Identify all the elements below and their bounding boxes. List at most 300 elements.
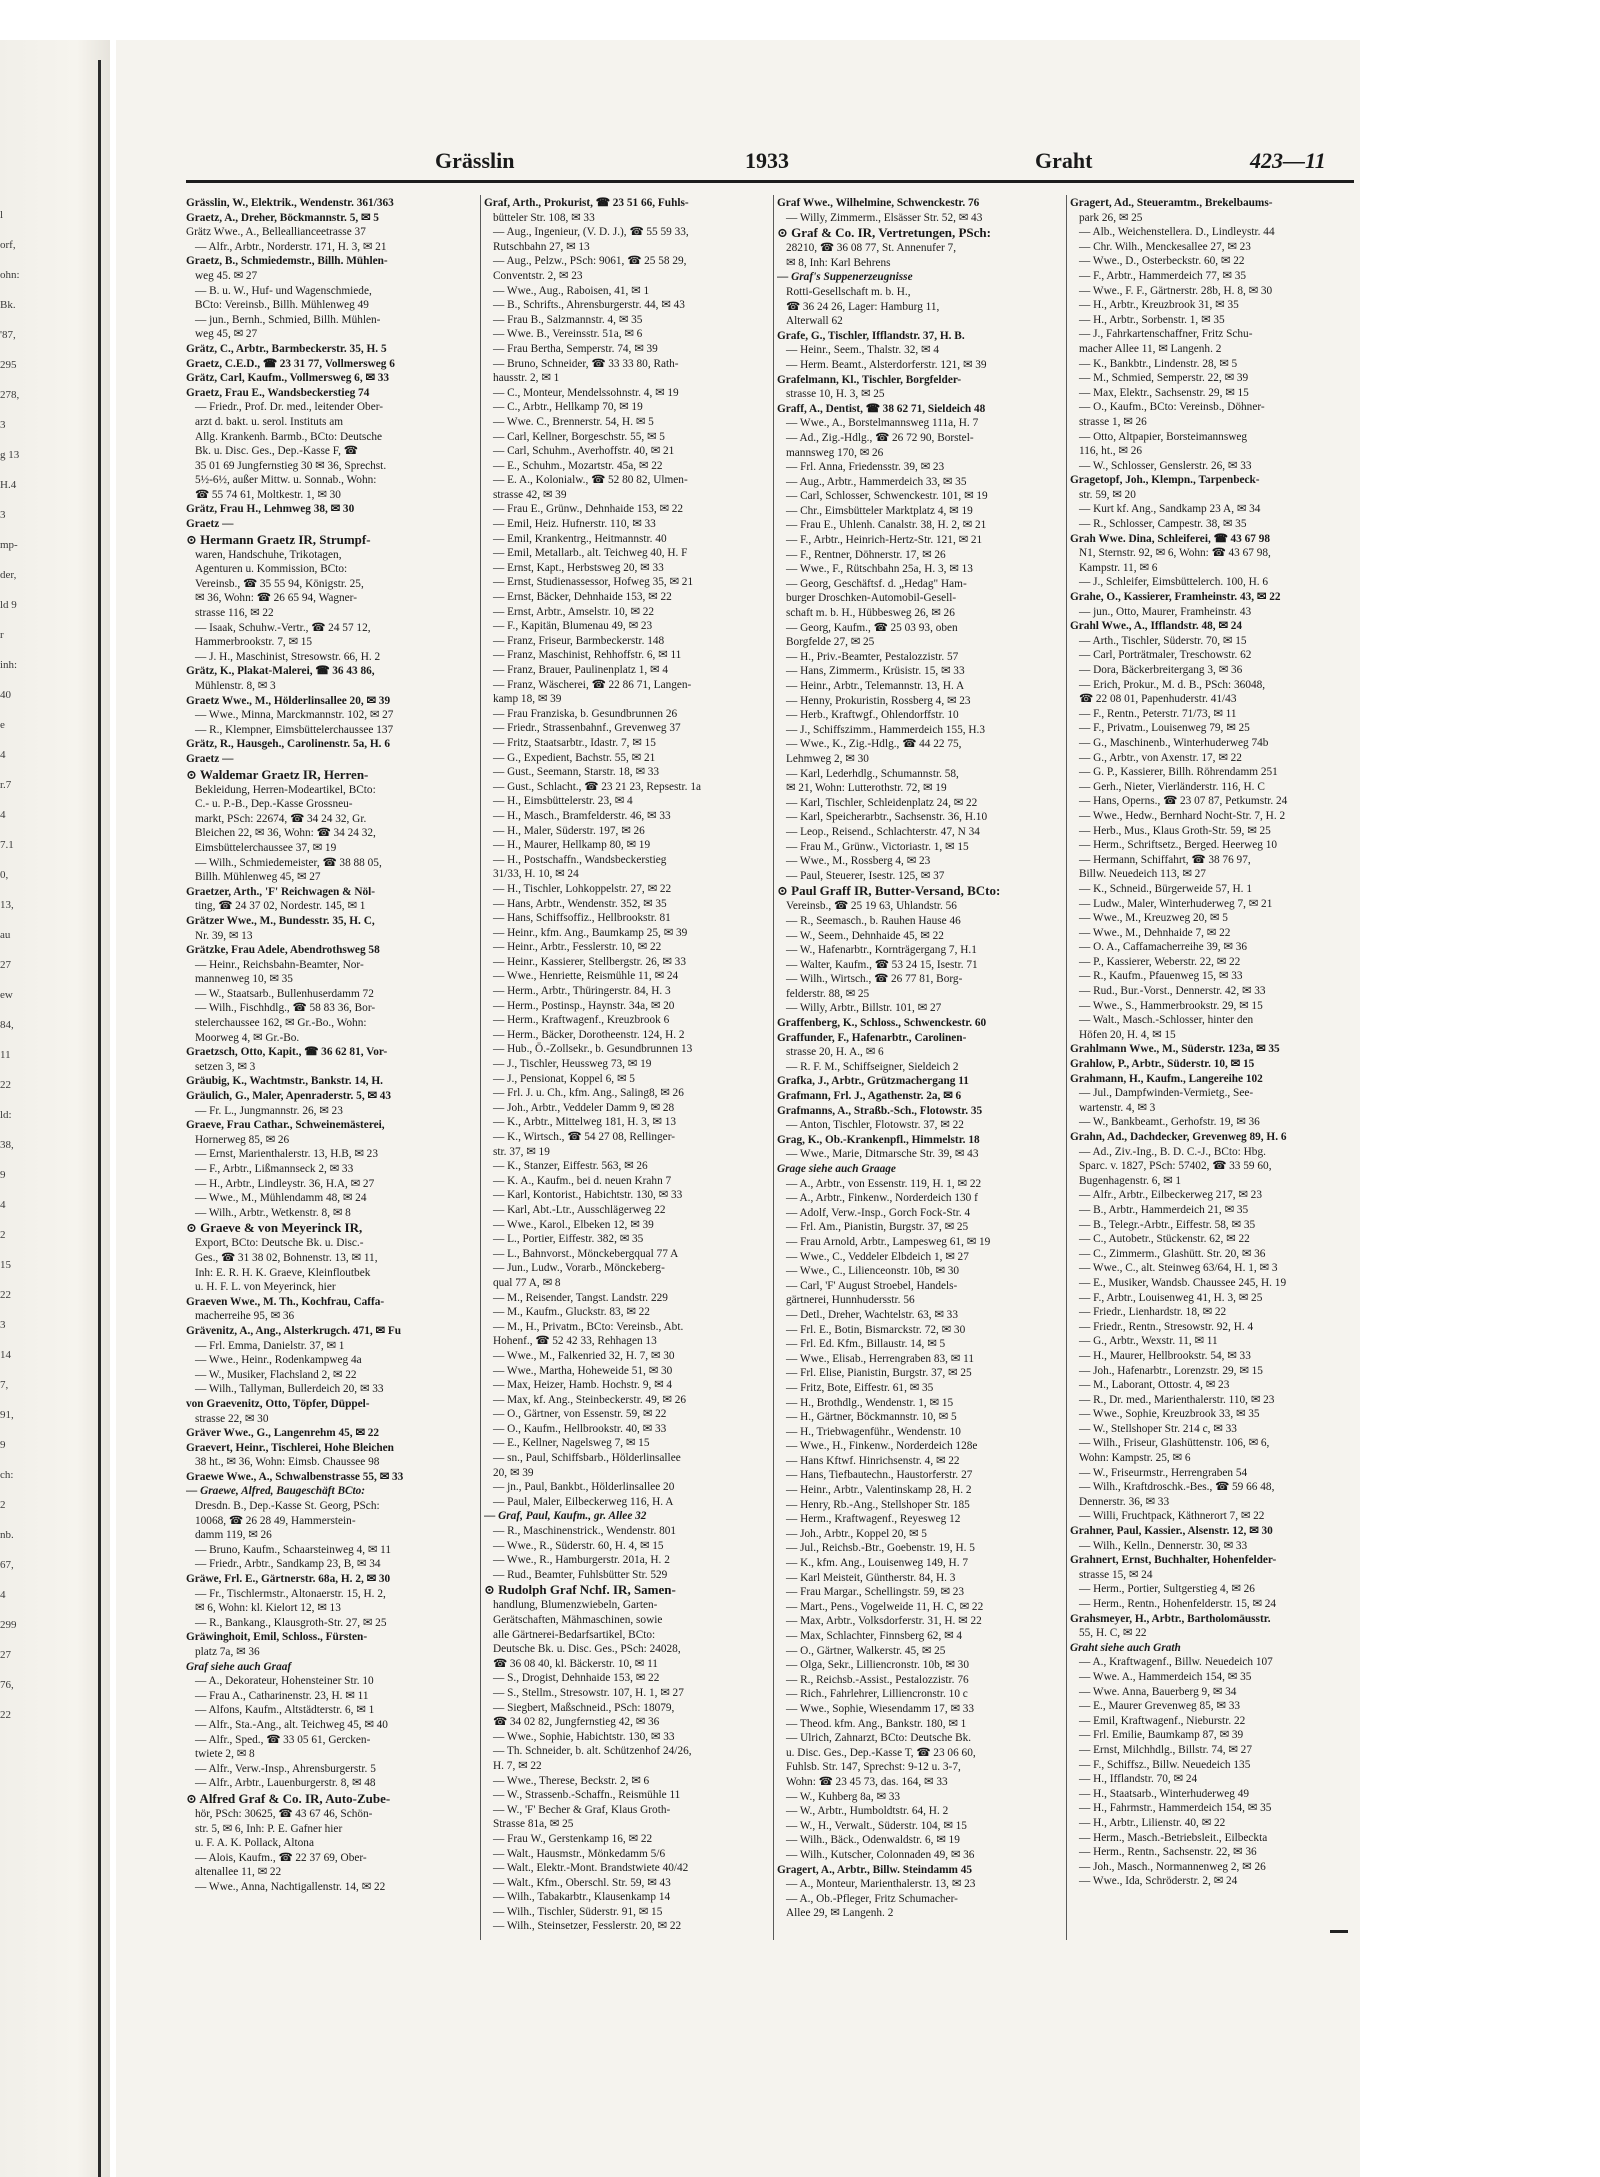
- directory-entry: Grätz, C., Arbtr., Barmbeckerstr. 35, H. 5: [186, 342, 387, 355]
- spine-fragment: 22: [0, 1709, 11, 1721]
- directory-entry: Billh. Mühlenweg 45, ✉ 27: [195, 871, 321, 884]
- directory-entry: — Ernst, Kapt., Herbstsweg 20, ✉ 33: [493, 561, 664, 574]
- directory-entry: — Hans Kftwf. Hinrichsenstr. 4, ✉ 22: [786, 1454, 960, 1467]
- directory-entry: — Frau Margar., Schellingstr. 59, ✉ 23: [786, 1586, 965, 1599]
- directory-entry: Graetz, Frau E., Wandsbeckerstieg 74: [186, 386, 370, 399]
- directory-entry: — H., Postschaffn., Wandsbeckerstieg: [493, 853, 667, 866]
- directory-entry: — Wilh., Steinsetzer, Fesslerstr. 20, ✉ 22: [493, 1920, 682, 1933]
- directory-entry: Borgfelde 27, ✉ 25: [786, 636, 875, 649]
- directory-entry: von Graevenitz, Otto, Töpfer, Düppel-: [186, 1397, 370, 1410]
- directory-entry: — Hub., Ö.-Zollsekr., b. Gesundbrunnen 13: [493, 1043, 693, 1056]
- directory-entry: Eimsbüttelerchaussee 37, ✉ 19: [195, 841, 337, 854]
- directory-entry: — Wwe., Karol., Elbeken 12, ✉ 39: [493, 1218, 654, 1231]
- directory-entry: — Karl, Abt.-Ltr., Ausschlägerweg 22: [493, 1203, 666, 1216]
- directory-entry: Grätz Wwe., A., Belleallianceetrasse 37: [186, 226, 366, 239]
- spine-fragment: 13,: [0, 899, 14, 911]
- directory-entry: — H., Fahrmstr., Hammerdeich 154, ✉ 35: [1079, 1802, 1272, 1815]
- spine-fragment: 4: [0, 1199, 6, 1211]
- directory-entry: — Frau M., Grünw., Victoriastr. 1, ✉ 15: [786, 840, 969, 853]
- spine-fragment: 3: [0, 419, 6, 431]
- directory-entry: — Ad., Ziv.-Ing., B. D. C.-J., BCto: Hbg.: [1079, 1145, 1266, 1158]
- spine-fragment: 9: [0, 1439, 6, 1451]
- directory-entry: Hornerweg 85, ✉ 26: [195, 1133, 290, 1146]
- directory-entry: Graf Wwe., Wilhelmine, Schwenckestr. 76: [777, 197, 980, 209]
- directory-entry: — Wwe., Therese, Beckstr. 2, ✉ 6: [493, 1774, 650, 1787]
- spine-fragment: 38,: [0, 1139, 14, 1151]
- directory-entry: — W., Stellshoper Str. 214 c, ✉ 33: [1079, 1422, 1237, 1435]
- directory-entry: — Wilh., Schmiedemeister, ☎ 38 88 05,: [195, 856, 382, 869]
- directory-entry: Wohn: ☎ 23 45 73, das. 164, ✉ 33: [786, 1775, 948, 1788]
- directory-entry: — jun., Otto, Maurer, Framheinstr. 43: [1079, 605, 1252, 618]
- directory-entry: — Franz, Maschinist, Rehhoffstr. 6, ✉ 11: [493, 649, 682, 662]
- spine-fragments: [0, 200, 20, 1730]
- spine-fragment: mp-: [0, 539, 18, 551]
- directory-entry: — H., Staatsarb., Winterhuderweg 49: [1079, 1787, 1250, 1800]
- directory-entry: stelerchaussee 162, ✉ Gr.-Bo., Wohn:: [195, 1017, 367, 1030]
- directory-entry: — Detl., Dreher, Wachtelstr. 63, ✉ 33: [786, 1308, 958, 1321]
- spine-fragment: ld 9: [0, 599, 17, 611]
- directory-entry: — E. A., Kolonialw., ☎ 52 80 82, Ulmen-: [493, 474, 688, 487]
- directory-entry: — Wilh., Kraftdroschk.-Bes., ☎ 59 66 48,: [1079, 1481, 1275, 1494]
- directory-entry: — H., Priv.-Beamter, Pestalozzistr. 57: [786, 650, 959, 663]
- directory-entry: damm 119, ✉ 26: [195, 1529, 272, 1542]
- directory-entry: — O., Kaufm., Hellbrookstr. 40, ✉ 33: [493, 1422, 667, 1435]
- directory-entry: — G., Arbtr., von Axenstr. 17, ✉ 22: [1079, 751, 1242, 764]
- directory-entry: — Wwe., C., Lilienceonstr. 10b, ✉ 30: [786, 1265, 960, 1278]
- directory-entry: Hohenf., ☎ 52 42 33, Rehhagen 13: [493, 1335, 657, 1348]
- directory-entry: — Joh., Arbtr., Koppel 20, ✉ 5: [786, 1527, 927, 1540]
- directory-entry: ⊙ Waldemar Graetz IR, Herren-: [186, 766, 369, 782]
- directory-entry: Graetz —: [186, 752, 234, 765]
- directory-entry: — Emil, Heiz. Hufnerstr. 110, ✉ 33: [493, 518, 656, 531]
- directory-entry: — A., Monteur, Marienthalerstr. 13, ✉ 23: [786, 1878, 976, 1891]
- directory-entry: — Franz, Friseur, Barmbeckerstr. 148: [493, 634, 665, 647]
- directory-entry: — Henry, Rb.-Ang., Stellshoper Str. 185: [786, 1498, 970, 1511]
- directory-entry: — Karl, Kontorist., Habichtstr. 130, ✉ 33: [493, 1189, 683, 1202]
- directory-entry: altenallee 11, ✉ 22: [195, 1866, 282, 1879]
- directory-entry: Grässlin, W., Elektrik., Wendenstr. 361/363: [186, 197, 394, 209]
- directory-entry: — A., Kraftwagenf., Billw. Neuedeich 107: [1079, 1656, 1273, 1669]
- directory-entry: — E., Musiker, Wandsb. Chaussee 245, H. 19: [1079, 1276, 1287, 1289]
- spine-fragment: 278,: [0, 389, 20, 401]
- directory-entry: 20, ✉ 39: [493, 1466, 534, 1479]
- directory-entry: — A., Arbtr., von Essenstr. 119, H. 1, ✉ 22: [786, 1177, 982, 1190]
- directory-entry: — Friedr., Lienhardstr. 18, ✉ 22: [1079, 1306, 1227, 1319]
- directory-entry: Grätzke, Frau Adele, Abendrothsweg 58: [186, 944, 380, 957]
- directory-entry: — Herb., Mus., Klaus Groth-Str. 59, ✉ 25: [1079, 824, 1271, 837]
- directory-entry: — Wilh., Kutscher, Colonnaden 49, ✉ 36: [786, 1848, 975, 1861]
- directory-entry: — Ernst, Studienassessor, Hofweg 35, ✉ 21: [493, 576, 694, 589]
- directory-entry: setzen 3, ✉ 3: [195, 1060, 256, 1073]
- directory-entry: — Jul., Dampfwinden-Vermietg., See-: [1079, 1087, 1254, 1100]
- directory-entry: — Wwe., R., Süderstr. 60, H. 4, ✉ 15: [493, 1539, 664, 1552]
- directory-entry: Graevert, Heinr., Tischlerei, Hohe Bleichen: [186, 1441, 394, 1454]
- directory-entry: — Otto, Altpapier, Borsteimannsweg: [1079, 430, 1248, 443]
- directory-entry: — Herm., Bäcker, Dorotheenstr. 124, H. 2: [493, 1028, 685, 1041]
- directory-entry: — F., Arbtr., Lißmannseck 2, ✉ 33: [195, 1163, 354, 1175]
- directory-entry: qual 77 A, ✉ 8: [493, 1276, 561, 1289]
- directory-entry: — L., Bahnvorst., Mönckebergqual 77 A: [493, 1247, 679, 1260]
- directory-entry: — Frl. Emma, Danielstr. 37, ✉ 1: [195, 1339, 345, 1352]
- directory-entry: Graetz, A., Dreher, Böckmannstr. 5, ✉ 5: [186, 211, 379, 224]
- directory-entry: ☎ 36 08 40, kl. Bäckerstr. 10, ✉ 11: [493, 1657, 658, 1670]
- directory-entry: — Frl. J. u. Ch., kfm. Ang., Saling8, ✉ 26: [493, 1087, 684, 1100]
- directory-entry: Graetzsch, Otto, Kapit., ☎ 36 62 81, Vor-: [186, 1046, 388, 1059]
- directory-entry: — H., Eimsbüttelerstr. 23, ✉ 4: [493, 795, 633, 808]
- directory-entry: strasse 116, ✉ 22: [195, 607, 274, 620]
- directory-entry: — Ernst, Milchhdlg., Billstr. 74, ✉ 27: [1079, 1743, 1252, 1756]
- directory-entry: — Frl. Am., Pianistin, Burgstr. 37, ✉ 25: [786, 1221, 969, 1234]
- directory-entry: — Max, Arbtr., Volksdorferstr. 31, H. ✉ 22: [786, 1615, 982, 1628]
- directory-entry: — Aug., Arbtr., Hammerdeich 33, ✉ 35: [786, 475, 967, 488]
- directory-entry: Bekleidung, Herren-Modeartikel, BCto:: [195, 783, 376, 796]
- directory-entry: Grahlow, P., Arbtr., Süderstr. 10, ✉ 15: [1070, 1058, 1255, 1071]
- directory-entry: Graetz, B., Schmiedemstr., Billh. Mühlen-: [186, 255, 388, 268]
- directory-entry: — Wilh., Wirtsch., ☎ 26 77 81, Borg-: [786, 973, 963, 986]
- directory-entry: — Aug., Pelzw., PSch: 9061, ☎ 25 58 29,: [493, 255, 687, 268]
- directory-entry: — Graewe, Alfred, Baugeschäft BCto:: [186, 1485, 366, 1498]
- directory-entry: — Heinr., Seem., Thalstr. 32, ✉ 4: [786, 344, 939, 357]
- directory-entry: — R., Schlosser, Campestr. 38, ✉ 35: [1079, 518, 1247, 531]
- directory-entry: Grag, K., Ob.-Krankenpfl., Himmelstr. 18: [777, 1133, 980, 1146]
- directory-entry: — Frau Franziska, b. Gesundbrunnen 26: [493, 707, 678, 720]
- directory-entry: — P., Kassierer, Weberstr. 22, ✉ 22: [1079, 955, 1241, 968]
- directory-entry: — Wwe., F., Rütschbahn 25a, H. 3, ✉ 13: [786, 563, 973, 576]
- directory-entry: Ges., ☎ 31 38 02, Bohnenstr. 13, ✉ 11,: [195, 1251, 378, 1264]
- directory-entry: — Frl. Elise, Pianistin, Burgstr. 37, ✉ 25: [786, 1367, 972, 1380]
- page-header: [190, 148, 1350, 178]
- directory-entry: — R. F. M., Schiffseigner, Sieldeich 2: [786, 1060, 959, 1073]
- directory-entry: — Max, Heizer, Hamb. Hochstr. 9, ✉ 4: [493, 1379, 673, 1392]
- directory-entry: Gragetopf, Joh., Klempn., Tarpenbeck-: [1070, 474, 1260, 487]
- directory-entry: — Frl. Anna, Friedensstr. 39, ✉ 23: [786, 461, 945, 474]
- directory-entry: — K., Wirtsch., ☎ 54 27 08, Rellinger-: [493, 1131, 675, 1143]
- spine-fragment: 7.1: [0, 839, 14, 851]
- directory-entry: platz 7a, ✉ 36: [195, 1646, 260, 1658]
- directory-entry: — Frau E., Grünw., Dehnhaide 153, ✉ 22: [493, 503, 684, 516]
- spine-fragment: 76,: [0, 1679, 14, 1691]
- directory-entry: — Heinr., Arbtr., Fesslerstr. 10, ✉ 22: [493, 941, 662, 954]
- directory-entry: — Georg, Geschäftsf. d. „Hedag" Ham-: [786, 577, 967, 590]
- directory-entry: — R., Bankang., Klausgroth-Str. 27, ✉ 25: [195, 1616, 387, 1629]
- directory-entry: — Wwe., H., Finkenw., Norderdeich 128e: [786, 1440, 978, 1453]
- directory-entry: — Th. Schneider, b. alt. Schützenhof 24/26,: [493, 1745, 692, 1758]
- directory-entry: — Walt., Hausmstr., Mönkedamm 5/6: [493, 1847, 666, 1860]
- directory-entry: — H., Arbtr., Kreuzbrook 31, ✉ 35: [1079, 299, 1239, 312]
- directory-entry: — Wilh., Tischler, Süderstr. 91, ✉ 15: [493, 1905, 663, 1918]
- directory-entry: ✉ 8, Inh: Karl Behrens: [786, 256, 891, 269]
- directory-entry: Conventstr. 2, ✉ 23: [493, 269, 583, 282]
- directory-entry: macherreihe 95, ✉ 36: [195, 1310, 295, 1323]
- directory-entry: — Friedr., Rentn., Stresowstr. 92, H. 4: [1079, 1320, 1254, 1333]
- directory-entry: — sn., Paul, Schiffsbarb., Hölderlinsallee: [493, 1452, 681, 1465]
- directory-entry: Gragert, A., Arbtr., Billw. Steindamm 45: [777, 1863, 973, 1876]
- spine-fragment: ch:: [0, 1469, 14, 1481]
- directory-entry: — E., Maurer Grevenweg 85, ✉ 33: [1079, 1700, 1240, 1713]
- directory-entry: Grätz, Carl, Kaufm., Vollmersweg 6, ✉ 33: [186, 372, 390, 385]
- directory-entry: — Kurt kf. Ang., Sandkamp 23 A, ✉ 34: [1079, 503, 1261, 516]
- directory-entry: Graht siehe auch Grath: [1070, 1641, 1181, 1654]
- directory-entry: — O., Kaufm., BCto: Vereinsb., Döhner-: [1079, 401, 1265, 414]
- directory-entry: — Walter, Kaufm., ☎ 53 24 15, Isestr. 71: [786, 958, 978, 971]
- directory-entry: — M., H., Privatm., BCto: Vereinsb., Abt.: [493, 1320, 684, 1333]
- directory-entry: — Wwe., Minna, Marckmannstr. 102, ✉ 27: [195, 709, 394, 722]
- directory-entry: — M., Reisender, Tangst. Landstr. 229: [493, 1291, 668, 1304]
- directory-entry: — Wwe., C., alt. Steinweg 63/64, H. 1, ✉ 3: [1079, 1262, 1278, 1275]
- directory-entry: — jn., Paul, Bankbt., Hölderlinsallee 20: [493, 1481, 675, 1494]
- directory-entry: — F., Schiffsz., Billw. Neuedeich 135: [1079, 1758, 1251, 1771]
- directory-entry: str. 37, ✉ 19: [493, 1145, 550, 1158]
- directory-entry: — Wwe., Sophie, Habichtstr. 130, ✉ 33: [493, 1730, 675, 1743]
- directory-entry: — F., Rentner, Döhnerstr. 17, ✉ 26: [786, 548, 946, 561]
- directory-entry: — Emil, Kraftwagenf., Nieburstr. 22: [1079, 1714, 1246, 1727]
- directory-entry: Grahnert, Ernst, Buchhalter, Hohenfelder-: [1070, 1554, 1277, 1567]
- directory-entry: — R., Maschinenstrick., Wendenstr. 801: [493, 1525, 677, 1538]
- directory-entry: — R., Reichsb.-Assist., Pestalozzistr. 76: [786, 1673, 969, 1686]
- directory-entry: ✉ 6, Wohn: kl. Kielort 12, ✉ 13: [195, 1602, 341, 1615]
- spine-fragment: '87,: [0, 329, 16, 341]
- directory-entry: — Ulrich, Zahnarzt, BCto: Deutsche Bk.: [786, 1732, 972, 1745]
- directory-entry: — Wilh., Kelln., Dennerstr. 30, ✉ 33: [1079, 1539, 1248, 1552]
- directory-entry: — Karl, Lederhdlg., Schumannstr. 58,: [786, 767, 959, 780]
- spine-fragment: 295: [0, 359, 17, 371]
- directory-entry: — Wwe., F. F., Gärtnerstr. 28b, H. 8, ✉ 30: [1079, 284, 1273, 297]
- directory-entry: wartenstr. 4, ✉ 3: [1079, 1101, 1156, 1114]
- directory-entry: Gräwinghoit, Emil, Schloss., Fürsten-: [186, 1631, 368, 1644]
- directory-entry: — Wwe., S., Hammerbrookstr. 29, ✉ 15: [1079, 999, 1263, 1012]
- directory-entry: — Jul., Reichsb.-Btr., Goebenstr. 19, H. 5: [786, 1542, 975, 1555]
- directory-entry: Billw. Neuedeich 113, ✉ 27: [1079, 868, 1206, 881]
- directory-entry: — Wwe. Anna, Bauerberg 9, ✉ 34: [1079, 1685, 1237, 1698]
- spine-fragment: 14: [0, 1349, 11, 1361]
- directory-entry: Grahner, Paul, Kassier., Alsenstr. 12, ✉ 30: [1070, 1525, 1273, 1538]
- directory-entry: — R., Dr. med., Marienthalerstr. 110, ✉ 23: [1079, 1393, 1275, 1406]
- book-spine: [0, 40, 110, 2177]
- directory-entry: — Wwe. A., Hammerdeich 154, ✉ 35: [1079, 1670, 1252, 1683]
- directory-entry: Graf, Arth., Prokurist, ☎ 23 51 66, Fuhls-: [484, 197, 689, 209]
- directory-entry: — H., Masch., Bramfelderstr. 46, ✉ 33: [493, 809, 671, 822]
- directory-entry: — Ernst, Bäcker, Dehnhaide 153, ✉ 22: [493, 591, 672, 604]
- directory-entry: 35 01 69 Jungfernstieg 30 ✉ 36, Sprechst.: [195, 459, 387, 472]
- directory-entry: mannsweg 170, ✉ 26: [786, 446, 884, 459]
- directory-entry: — G. P., Kassierer, Billh. Röhrendamm 251: [1079, 766, 1278, 779]
- directory-entry: Sparc. v. 1827, PSch: 57402, ☎ 33 59 60,: [1079, 1160, 1272, 1173]
- directory-entry: Graetzer, Arth., 'F' Reichwagen & Nöl-: [186, 885, 376, 898]
- header-year: 1933: [745, 148, 789, 173]
- directory-column-2: [484, 196, 774, 1938]
- directory-entry: — Frau A., Catharinenstr. 23, H. ✉ 11: [195, 1689, 369, 1702]
- directory-entry: — R., Klempner, Eimsbüttelerchaussee 137: [195, 723, 394, 736]
- directory-entry: park 26, ✉ 25: [1079, 211, 1143, 224]
- directory-entry: — J., Tischler, Heussweg 73, ✉ 19: [493, 1058, 652, 1071]
- header-right-name: Graht: [1035, 148, 1093, 173]
- directory-entry: — Walt., Elektr.-Mont. Brandstwiete 40/42: [493, 1862, 689, 1875]
- directory-entry: Nr. 39, ✉ 13: [195, 929, 253, 942]
- directory-entry: Grahe, O., Kassierer, Framheinstr. 43, ✉ 22: [1070, 591, 1281, 604]
- directory-entry: — H., Arbtr., Lilienstr. 40, ✉ 22: [1079, 1816, 1226, 1829]
- spine-fragment: orf,: [0, 239, 16, 251]
- directory-entry: — Friedr., Prof. Dr. med., leitender Ober-: [195, 401, 384, 414]
- spine-fragment: ld:: [0, 1109, 12, 1121]
- directory-entry: Gräubig, K., Wachtmstr., Bankstr. 14, H.: [186, 1075, 383, 1088]
- directory-entry: Gragert, Ad., Steueramtm., Brekelbaums-: [1070, 197, 1273, 209]
- directory-entry: — Jun., Ludw., Vorarb., Mönckeberg-: [493, 1262, 665, 1275]
- directory-entry: handlung, Blumenzwiebeln, Garten-: [493, 1599, 658, 1612]
- directory-entry: — Joh., Hafenarbtr., Lorenzstr. 29, ✉ 15: [1079, 1364, 1263, 1377]
- directory-entry: — A., Ob.-Pfleger, Fritz Schumacher-: [786, 1892, 958, 1905]
- directory-entry: Grahlmann Wwe., M., Süderstr. 123a, ✉ 35: [1070, 1043, 1280, 1056]
- directory-entry: Gräulich, G., Maler, Apenraderstr. 5, ✉ 43: [186, 1090, 392, 1103]
- directory-entry: Grätzer Wwe., M., Bundesstr. 35, H. C,: [186, 914, 375, 927]
- spine-fragment: 7,: [0, 1379, 9, 1391]
- directory-entry: — M., Kaufm., Gluckstr. 83, ✉ 22: [493, 1306, 650, 1319]
- directory-entry: — H., Arbtr., Sorbenstr. 1, ✉ 35: [1079, 313, 1225, 326]
- directory-entry: — Wilh., Fischhdlg., ☎ 58 83 36, Bor-: [195, 1002, 376, 1015]
- directory-entry: Allg. Krankenh. Barmb., BCto: Deutsche: [195, 430, 382, 443]
- directory-entry: felderstr. 88, ✉ 25: [786, 987, 870, 1000]
- directory-entry: ting, ☎ 24 37 02, Nordestr. 145, ✉ 1: [195, 900, 366, 913]
- directory-entry: Strasse 81a, ✉ 25: [493, 1818, 574, 1831]
- directory-entry: — Wwe., M., Dehnhaide 7, ✉ 22: [1079, 926, 1231, 939]
- directory-entry: — Wwe., Aug., Raboisen, 41, ✉ 1: [493, 284, 650, 297]
- directory-entry: Allee 29, ✉ Langenh. 2: [786, 1907, 894, 1920]
- directory-entry: — Max, Elektr., Sachsenstr. 29, ✉ 15: [1079, 386, 1249, 399]
- directory-entry: — E., Schuhm., Mozartstr. 45a, ✉ 22: [493, 459, 663, 472]
- spine-fragment: 67,: [0, 1559, 14, 1571]
- directory-entry: Gerätschaften, Mähmaschinen, sowie: [493, 1614, 663, 1626]
- directory-entry: — Wwe., Sophie, Wiesendamm 17, ✉ 33: [786, 1702, 975, 1715]
- directory-entry: 31/33, H. 10, ✉ 24: [493, 868, 579, 881]
- directory-entry: — Joh., Arbtr., Veddeler Damm 9, ✉ 28: [493, 1101, 675, 1114]
- directory-entry: — S., Drogist, Dehnhaide 153, ✉ 22: [493, 1672, 660, 1685]
- directory-entry: — Hans, Operns., ☎ 23 07 87, Petkumstr. 24: [1079, 795, 1288, 808]
- directory-entry: — Heinr., Kassierer, Stellbergstr. 26, ✉ 33: [493, 955, 686, 968]
- directory-entry: — Hans, Tiefbautechn., Haustorferstr. 27: [786, 1469, 973, 1482]
- directory-entry: ⊙ Rudolph Graf Nchf. IR, Samen-: [484, 1582, 676, 1598]
- directory-entry: — Anton, Tischler, Flotowstr. 37, ✉ 22: [786, 1119, 964, 1132]
- directory-entry: — Herm., Schriftsetz., Berged. Heerweg 10: [1079, 839, 1278, 852]
- directory-entry: — Graf's Suppenerzeugnisse: [777, 271, 913, 284]
- directory-entry: — Alb., Weichenstellera. D., Lindleystr. 44: [1079, 226, 1275, 239]
- directory-entry: — Alfr., Verw.-Insp., Ahrensburgerstr. 5: [195, 1762, 376, 1775]
- directory-entry: — Wwe., Hedw., Bernhard Nocht-Str. 7, H. 2: [1079, 809, 1286, 822]
- directory-entry: — Wilh., Tabakarbtr., Klausenkamp 14: [493, 1891, 671, 1904]
- directory-entry: — Franz, Brauer, Paulinenplatz 1, ✉ 4: [493, 664, 668, 676]
- spine-fragment: 4: [0, 749, 6, 761]
- spine-fragment: 27: [0, 959, 11, 971]
- directory-entry: — Heinr., kfm. Ang., Baumkamp 25, ✉ 39: [493, 926, 688, 939]
- directory-entry: — M., Schmied, Semperstr. 22, ✉ 39: [1079, 372, 1249, 385]
- directory-entry: — Frl. Emilie, Baumkamp 87, ✉ 39: [1079, 1729, 1244, 1742]
- directory-entry: 116, ht., ✉ 26: [1079, 445, 1143, 458]
- directory-entry: Bleichen 22, ✉ 36, Wohn: ☎ 34 24 32,: [195, 827, 376, 840]
- directory-entry: Kampstr. 11, ✉ 6: [1079, 561, 1158, 574]
- directory-entry: strasse 15, ✉ 24: [1079, 1568, 1153, 1581]
- directory-entry: — Frl. Ed. Kfm., Billaustr. 14, ✉ 5: [786, 1338, 946, 1351]
- directory-entry: — Max, Schlachter, Finnsberg 62, ✉ 4: [786, 1630, 963, 1642]
- directory-entry: — Heinr., Arbtr., Valentinskamp 28, H. 2: [786, 1484, 972, 1497]
- directory-entry: 38 ht., ✉ 36, Wohn: Eimsb. Chaussee 98: [195, 1456, 380, 1469]
- directory-entry: — Wilh., Arbtr., Wetkenstr. 8, ✉ 8: [195, 1206, 351, 1219]
- directory-entry: — Alfr., Sped., ☎ 33 05 61, Gercken-: [195, 1733, 371, 1746]
- spine-fragment: inh:: [0, 659, 18, 671]
- directory-entry: Graetz Wwe., M., Hölderlinsallee 20, ✉ 39: [186, 694, 391, 707]
- directory-entry: — Fritz, Bote, Eiffestr. 61, ✉ 35: [786, 1381, 934, 1394]
- directory-entry: — Friedr., Strassenbahnf., Grevenweg 37: [493, 722, 681, 735]
- directory-entry: arzt d. bakt. u. serol. Instituts am: [195, 415, 344, 428]
- directory-entry: — B., Schrifts., Ahrensburgerstr. 44, ✉ 43: [493, 299, 685, 312]
- directory-entry: — O. A., Caffamacherreihe 39, ✉ 36: [1079, 941, 1247, 954]
- directory-entry: strasse 20, H. A., ✉ 6: [786, 1046, 884, 1059]
- directory-entry: — Wwe., D., Osterbeckstr. 60, ✉ 22: [1079, 255, 1245, 268]
- directory-entry: Gräwe, Frl. E., Gärtnerstr. 68a, H. 2, ✉ 30: [186, 1573, 391, 1586]
- directory-entry: — Karl Meisteit, Güntherstr. 84, H. 3: [786, 1571, 956, 1584]
- spine-fragment: ohn:: [0, 269, 20, 281]
- directory-entry: — Carl, Schuhm., Averhoffstr. 40, ✉ 21: [493, 445, 675, 458]
- directory-entry: Grah Wwe. Dina, Schleiferei, ☎ 43 67 98: [1070, 532, 1271, 545]
- directory-entry: strasse 10, H. 3, ✉ 25: [786, 388, 885, 401]
- directory-entry: — Herm., Rentn., Hohenfelderstr. 15, ✉ 24: [1079, 1598, 1277, 1610]
- spine-fragment: 22: [0, 1289, 11, 1301]
- directory-entry: — Herm., Kraftwagenf., Kreuzbrook 6: [493, 1014, 670, 1027]
- directory-entry: — H., Tischler, Lohkoppelstr. 27, ✉ 22: [493, 882, 672, 895]
- spine-fragment: nb.: [0, 1529, 14, 1541]
- spine-fragment: 299: [0, 1619, 17, 1631]
- spine-fragment: 91,: [0, 1409, 14, 1421]
- directory-entry: — Herm., Masch.-Betriebsleit., Eilbeckta: [1079, 1831, 1268, 1844]
- directory-entry: str. 59, ✉ 20: [1079, 488, 1136, 501]
- directory-entry: — K., Schneid., Bürgerweide 57, H. 1: [1079, 882, 1252, 895]
- directory-entry: — Wwe., Elisab., Herrengraben 83, ✉ 11: [786, 1352, 974, 1365]
- directory-entry: — W., Arbtr., Humboldtstr. 64, H. 2: [786, 1805, 949, 1818]
- directory-entry: — J., Fahrkartenschaffner, Fritz Schu-: [1079, 328, 1253, 341]
- directory-entry: Grafelmann, Kl., Tischler, Borgfelder-: [777, 373, 962, 386]
- directory-entry: ⊙ Hermann Graetz IR, Strumpf-: [186, 531, 371, 547]
- directory-entry: — Wwe. B., Vereinsstr. 51a, ✉ 6: [493, 328, 643, 341]
- directory-entry: Grafmann, Frl. J., Agathenstr. 2a, ✉ 6: [777, 1090, 962, 1103]
- directory-entry: Mühlenstr. 8, ✉ 3: [195, 680, 276, 692]
- spine-fragment: 22: [0, 1079, 11, 1091]
- directory-entry: — Hans, Zimmerm., Krüsistr. 15, ✉ 33: [786, 665, 965, 678]
- directory-entry: — Wwe., Martha, Hoheweide 51, ✉ 30: [493, 1364, 673, 1377]
- directory-column-1: [186, 196, 476, 1938]
- spine-fragment: 15: [0, 1259, 11, 1271]
- directory-entry: H. 7, ✉ 22: [493, 1759, 542, 1772]
- directory-entry: — Wwe., R., Hamburgerstr. 201a, H. 2: [493, 1554, 670, 1567]
- directory-entry: — Wwe., M., Falkenried 32, H. 7, ✉ 30: [493, 1349, 675, 1362]
- directory-entry: Grafe, G., Tischler, Ifflandstr. 37, H. B.: [777, 329, 965, 342]
- spine-fragment: H.4: [0, 479, 17, 491]
- directory-entry: — Heinr., Arbtr., Telemannstr. 13, H. A: [786, 680, 965, 692]
- directory-entry: — Wwe., M., Mühlendamm 48, ✉ 24: [195, 1192, 367, 1205]
- directory-entry: — Carl, Schlosser, Schwenckestr. 101, ✉ 19: [786, 490, 988, 503]
- directory-entry: — Herm., Portier, Sultgerstieg 4, ✉ 26: [1079, 1583, 1255, 1596]
- directory-entry: — G., Expedient, Bachstr. 55, ✉ 21: [493, 751, 656, 764]
- directory-entry: Graf siehe auch Graaf: [186, 1660, 292, 1673]
- directory-entry: — Herb., Kraftwgf., Ohlendorffstr. 10: [786, 709, 959, 722]
- directory-entry: Gräver Wwe., G., Langenrehm 45, ✉ 22: [186, 1427, 380, 1440]
- directory-entry: Bugenhagenstr. 6, ✉ 1: [1079, 1174, 1182, 1187]
- directory-entry: Graeven Wwe., M. Th., Kochfrau, Caffa-: [186, 1295, 385, 1308]
- directory-entry: — J., Schleifer, Eimsbüttelerch. 100, H. 6: [1079, 576, 1269, 589]
- directory-entry: — Bruno, Kaufm., Schaarsteinweg 4, ✉ 11: [195, 1543, 392, 1556]
- directory-entry: ⊙ Paul Graff IR, Butter-Versand, BCto:: [777, 883, 1001, 899]
- directory-entry: u. Disc. Ges., Dep.-Kasse T, ☎ 23 06 60,: [786, 1746, 976, 1759]
- directory-entry: strasse 42, ✉ 39: [493, 488, 567, 501]
- directory-entry: weg 45. ✉ 27: [195, 269, 258, 282]
- directory-entry: weg 45, ✉ 27: [195, 328, 258, 341]
- directory-entry: — Frau E., Uhlenh. Canalstr. 38, H. 2, ✉ 21: [786, 519, 987, 532]
